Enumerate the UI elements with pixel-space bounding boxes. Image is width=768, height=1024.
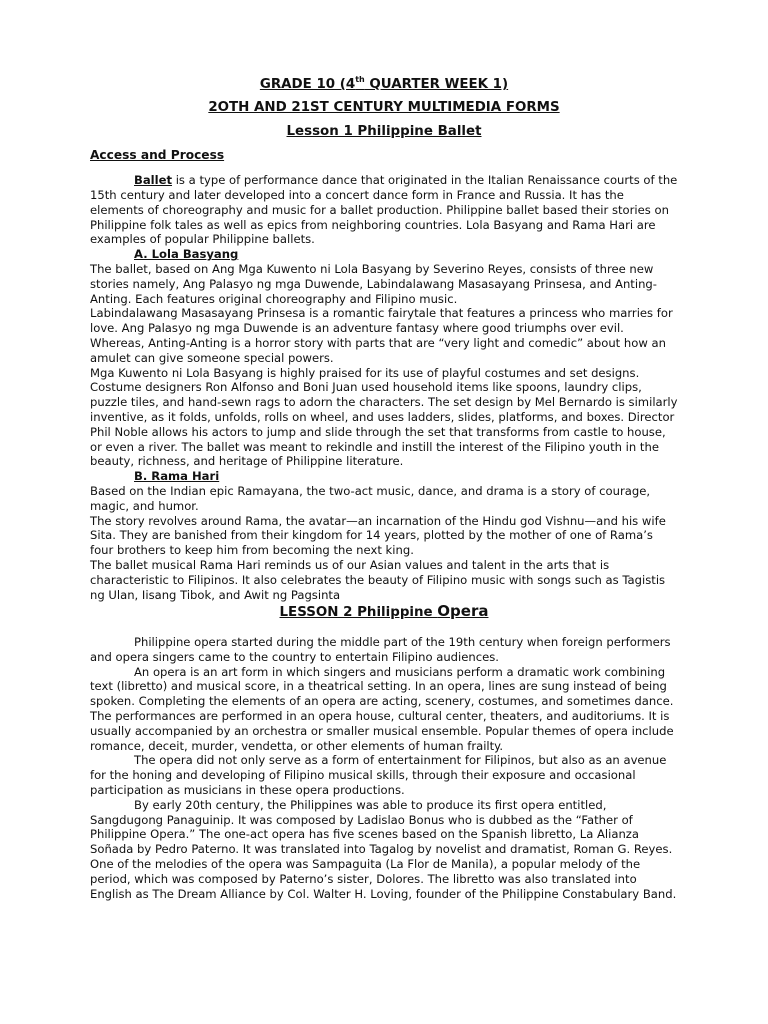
access-process-heading: Access and Process <box>90 148 225 163</box>
opera-paragraph-1: Philippine opera started during the middle part of the 19th century when foreign performers and opera singers came to the country to entertain Filipino audiences. <box>90 635 671 664</box>
rama-hari-paragraph-1: Based on the Indian epic Ramayana, the two-act music, dance, and drama is a story of courage, magic, and humor. <box>90 483 651 513</box>
grade-heading-pre: GRADE 10 (4 <box>259 77 356 92</box>
rama-hari-paragraph-2: The story revolves around Rama, the avatar—an incarnation of the Hindu god Vishnu—and his wife Sita. They are banished from their kingdom for 14 years, plotted by the mother of one of Rama’s four brothers to keep him from becoming the next king. <box>90 513 666 558</box>
lola-basyang-paragraph-1: The ballet, based on Ang Mga Kuwento ni Lola Basyang by Severino Reyes, consists of three new stories namely, Ang Palasyo ng mga Duwende, Labindalawang Masasayang Prinsesa, and Anting-Anting. Each features original choreography and Filipino music. <box>90 261 657 306</box>
grade-heading-post: QUARTER WEEK 1) <box>364 77 509 92</box>
rama-hari-subheading: B. Rama Hari <box>134 469 220 484</box>
opera-paragraph-2: An opera is an art form in which singers and musicians perform a dramatic work combining text (libretto) and musical score, in a theatrical setting. In an opera, lines are sung instead of being spoken. Completing the elements of an opera are acting, scenery, costumes, and sometimes dance. The performances are performed in an opera house, cultural center, theaters, and auditoriums. It is usually accompanied by an orchestra or smaller musical ensemble. Popular themes of opera include romance, deceit, murder, vendetta, or other elements of human frailty. <box>90 664 674 753</box>
ballet-term: Ballet <box>134 173 173 188</box>
grade-heading-sup: th <box>355 75 365 84</box>
rama-hari-paragraph-3: The ballet musical Rama Hari reminds us of our Asian values and talent in the arts that is characteristic to Filipinos. It also celebrates the beauty of Filipino music with songs such as Tagistis ng Ulan, Iisang Tibok, and Awit ng Pagsinta <box>90 557 666 602</box>
lola-basyang-paragraph-2: Labindalawang Masasayang Prinsesa is a romantic fairytale that features a princess who marries for love. Ang Palasyo ng mga Duwende is an adventure fantasy where good triumphs over evil. Whereas, Anting-Anting is a horror story with parts that are “very light and comedic” about how an amulet can give someone special powers. <box>90 306 673 365</box>
ballet-intro-paragraph <box>90 173 678 247</box>
topic-heading: 2OTH AND 21ST CENTURY MULTIMEDIA FORMS <box>208 99 560 115</box>
opera-paragraph-3: The opera did not only serve as a form of entertainment for Filipinos, but also as an avenue for the honing and developing of Filipino musical skills, through their exposure and occasional participation as musicians in these opera productions. <box>90 753 667 798</box>
lola-basyang-subheading: A. Lola Basyang <box>134 247 239 262</box>
grade-heading <box>90 75 678 93</box>
opera-paragraph-4: By early 20th century, the Philippines was able to produce its first opera entitled, Sangdugong Panaguinip. It was composed by Ladislao Bonus who is dubbed as the “Father of Philippine Opera.” The one-act opera has five scenes based on the Spanish libretto, La Alianza Soñada by Pedro Paterno. It was translated into Tagalog by novelist and dramatist, Roman G. Reyes. One of the melodies of the opera was Sampaguita (La Flor de Manila), a popular melody of the period, which was composed by Paterno’s sister, Dolores. The libretto was also translated into English as The Dream Alliance by Col. Walter H. Loving, founder of the Philippine Constabulary Band. <box>90 797 677 901</box>
lesson2-heading-pre: LESSON 2 Philippine <box>279 605 438 621</box>
ballet-intro-text: is a type of performance dance that originated in the Italian Renaissance courts of the 15th century and later developed into a concert dance form in France and Russia. It has the elements of choreography and music for a ballet production. Philippine ballet based their stories on Philippine folk tales as well as epics from neighboring countries. Lola Basyang and Rama Hari are examples of popular Philippine ballets. <box>90 173 678 247</box>
lesson2-heading <box>90 604 678 621</box>
lesson1-heading: Lesson 1 Philippine Ballet <box>286 123 482 139</box>
lesson2-heading-opera: Opera <box>437 602 489 621</box>
document-body <box>90 75 678 901</box>
lola-basyang-paragraph-3: Mga Kuwento ni Lola Basyang is highly praised for its use of playful costumes and set designs. Costume designers Ron Alfonso and Boni Juan used household items like spoons, laundry clips, puzzle tiles, and hand-sewn rags to adorn the characters. The set design by Mel Bernardo is similarly inventive, as it folds, unfolds, rolls on wheel, and uses ladders, slides, platforms, and boxes. Director Phil Noble allows his actors to jump and slide through the set that transforms from castle to house, or even a river. The ballet was meant to rekindle and instill the interest of the Filipino youth in the beauty, richness, and heritage of Philippine literature. <box>90 365 678 469</box>
